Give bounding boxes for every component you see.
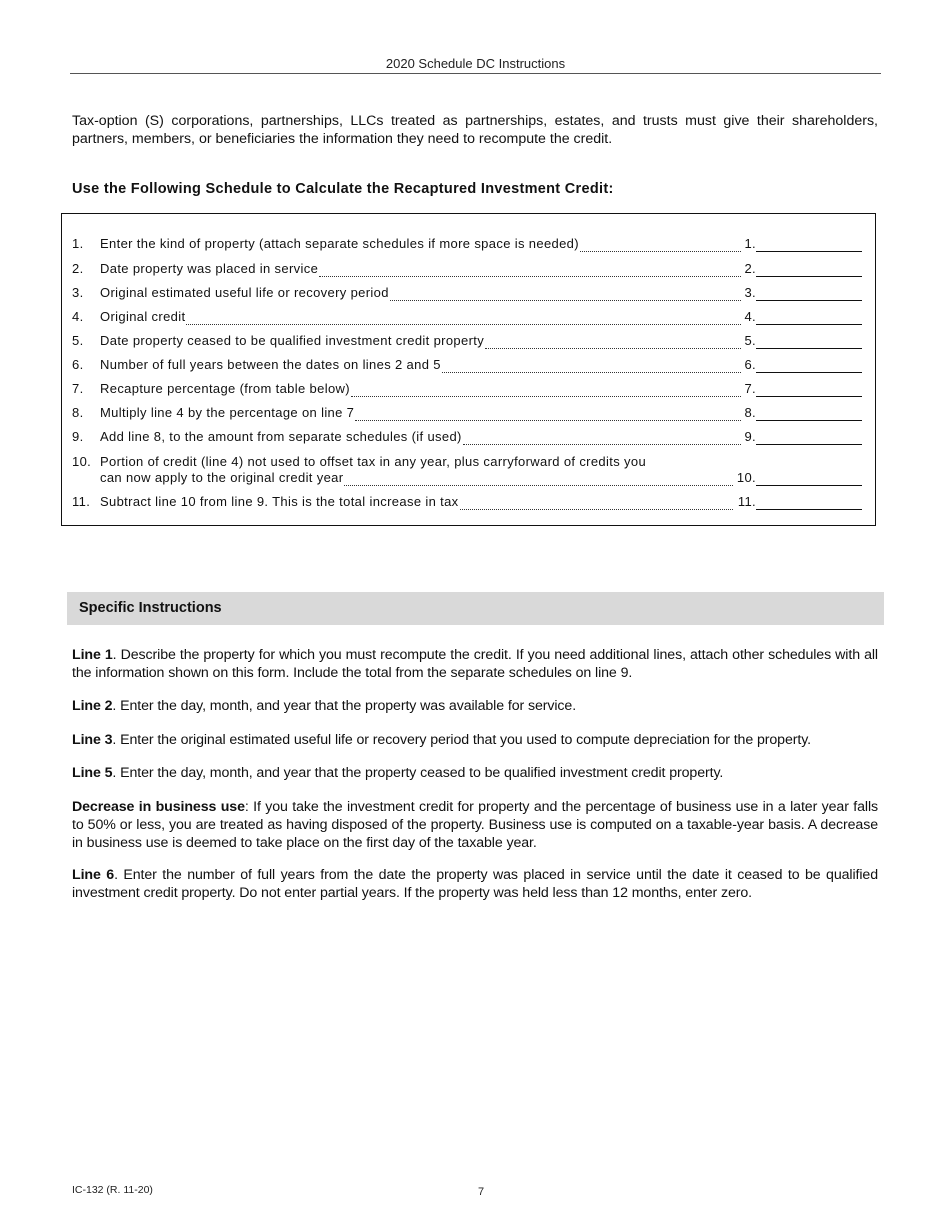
header-divider bbox=[70, 73, 881, 74]
line-11-entry-field[interactable] bbox=[756, 494, 862, 510]
paragraph-body: . Enter the original estimated useful life or recovery period that you used to compute depreciation for the property. bbox=[112, 732, 811, 748]
leader-dots bbox=[351, 381, 741, 397]
paragraph-body: : If you take the investment credit for property and the percentage of business use in a later year falls to 50% or less, you are treated as having disposed of the property. Business use is computed on a taxable-year basis. A decrease in business use is deemed to take place on the first day of the taxable year. bbox=[72, 799, 878, 851]
paragraph-lead: Line 1 bbox=[72, 647, 113, 663]
leader-dots bbox=[186, 309, 741, 325]
schedule-line-5 bbox=[72, 333, 864, 351]
leader-dots bbox=[463, 429, 741, 445]
line-text: Original credit bbox=[100, 309, 186, 324]
line-text: Number of full years between the dates on lines 2 and 5 bbox=[100, 357, 441, 372]
leader-dots bbox=[485, 333, 741, 349]
paragraph-body: . Enter the day, month, and year that the property was available for service. bbox=[112, 698, 577, 714]
leader-dots bbox=[344, 470, 733, 486]
paragraph-lead: Line 2 bbox=[72, 698, 113, 714]
line-8-entry-field[interactable] bbox=[756, 405, 862, 421]
paragraph-body: . Enter the number of full years from the date the property was placed in service until the date it ceased to be qualified investment credit property. Do not enter partial years. If the property was held less than 12 months, enter zero. bbox=[72, 867, 879, 901]
line-text: Subtract line 10 from line 9. This is the total increase in tax bbox=[100, 494, 459, 509]
schedule-line-1 bbox=[72, 236, 864, 254]
line-ref: 2. bbox=[744, 261, 756, 276]
line-text-continued: can now apply to the original credit year bbox=[100, 470, 344, 485]
intro-paragraph: Tax-option (S) corporations, partnerships, LLCs treated as partnerships, estates, and trusts must give their shareholders, partners, members, or beneficiaries the information they need to recompute the credit. bbox=[72, 113, 878, 147]
line-number: 7. bbox=[72, 381, 84, 396]
line-ref: 6. bbox=[744, 357, 756, 372]
paragraph-lead: Line 3 bbox=[72, 732, 113, 748]
line-ref: 11. bbox=[737, 494, 756, 509]
line-ref: 8. bbox=[744, 405, 756, 420]
schedule-line-10 bbox=[72, 454, 864, 490]
paragraph-body: . Describe the property for which you must recompute the credit. If you need additional lines, attach other schedules with all the information shown on this form. Include the total from the separate schedules on line 9. bbox=[72, 647, 878, 681]
line-5-entry-field[interactable] bbox=[756, 333, 862, 349]
leader-dots bbox=[390, 285, 741, 301]
schedule-line-6 bbox=[72, 357, 864, 375]
instruction-paragraph-line-6 bbox=[72, 866, 878, 902]
paragraph-lead: Line 5 bbox=[72, 765, 113, 781]
paragraph-lead: Decrease in business use bbox=[72, 799, 245, 815]
leader-dots bbox=[442, 357, 741, 373]
line-1-entry-field[interactable] bbox=[756, 236, 862, 252]
line-2-entry-field[interactable] bbox=[756, 261, 862, 277]
line-text: Recapture percentage (from table below) bbox=[100, 381, 350, 396]
line-ref: 10. bbox=[736, 470, 756, 485]
line-number: 3. bbox=[72, 285, 84, 300]
line-ref: 5. bbox=[744, 333, 756, 348]
schedule-line-11 bbox=[72, 494, 864, 512]
leader-dots bbox=[580, 236, 741, 252]
page-header: 2020 Schedule DC Instructions bbox=[385, 56, 566, 71]
paragraph-lead: Line 6 bbox=[72, 867, 115, 883]
schedule-line-8 bbox=[72, 405, 864, 423]
line-number: 10. bbox=[72, 454, 92, 469]
line-ref: 4. bbox=[744, 309, 756, 324]
instruction-paragraph-line-2 bbox=[72, 697, 878, 715]
line-ref: 1. bbox=[744, 236, 756, 251]
line-ref: 3. bbox=[744, 285, 756, 300]
schedule-line-2 bbox=[72, 261, 864, 279]
form-id: IC-132 (R. 11-20) bbox=[72, 1184, 153, 1196]
line-ref: 9. bbox=[744, 429, 756, 444]
line-text: Enter the kind of property (attach separate schedules if more space is needed) bbox=[100, 236, 579, 251]
line-9-entry-field[interactable] bbox=[756, 429, 862, 445]
instruction-paragraph-line-5 bbox=[72, 764, 878, 782]
instruction-paragraph-business-use bbox=[72, 798, 878, 852]
leader-dots bbox=[460, 494, 733, 510]
line-text: Date property was placed in service bbox=[100, 261, 319, 276]
line-number: 1. bbox=[72, 236, 84, 251]
line-text: Add line 8, to the amount from separate schedules (if used) bbox=[100, 429, 462, 444]
schedule-line-9 bbox=[72, 429, 864, 447]
page-number: 7 bbox=[478, 1186, 485, 1198]
line-number: 8. bbox=[72, 405, 84, 420]
schedule-line-3 bbox=[72, 285, 864, 303]
line-number: 6. bbox=[72, 357, 84, 372]
instruction-paragraph-line-3 bbox=[72, 731, 878, 749]
line-7-entry-field[interactable] bbox=[756, 381, 862, 397]
line-6-entry-field[interactable] bbox=[756, 357, 862, 373]
line-10-entry-field[interactable] bbox=[756, 470, 862, 486]
leader-dots bbox=[319, 261, 741, 277]
line-4-entry-field[interactable] bbox=[756, 309, 862, 325]
line-ref: 7. bbox=[744, 381, 756, 396]
line-number: 9. bbox=[72, 429, 84, 444]
schedule-line-7 bbox=[72, 381, 864, 399]
schedule-title: Use the Following Schedule to Calculate the Recaptured Investment Credit: bbox=[72, 181, 614, 197]
schedule-line-4 bbox=[72, 309, 864, 327]
line-text: Multiply line 4 by the percentage on line 7 bbox=[100, 405, 355, 420]
line-number: 5. bbox=[72, 333, 84, 348]
line-number: 2. bbox=[72, 261, 84, 276]
leader-dots bbox=[355, 405, 741, 421]
line-3-entry-field[interactable] bbox=[756, 285, 862, 301]
line-text: Portion of credit (line 4) not used to offset tax in any year, plus carryforward of credits you bbox=[100, 454, 647, 469]
line-number: 11. bbox=[72, 494, 91, 509]
line-text: Original estimated useful life or recovery period bbox=[100, 285, 389, 300]
section-title: Specific Instructions bbox=[79, 600, 222, 616]
section-header-bar bbox=[67, 592, 884, 625]
line-number: 4. bbox=[72, 309, 84, 324]
line-text: Date property ceased to be qualified investment credit property bbox=[100, 333, 485, 348]
paragraph-body: . Enter the day, month, and year that the property ceased to be qualified investment credit property. bbox=[112, 765, 724, 781]
instruction-paragraph-line-1 bbox=[72, 646, 878, 682]
